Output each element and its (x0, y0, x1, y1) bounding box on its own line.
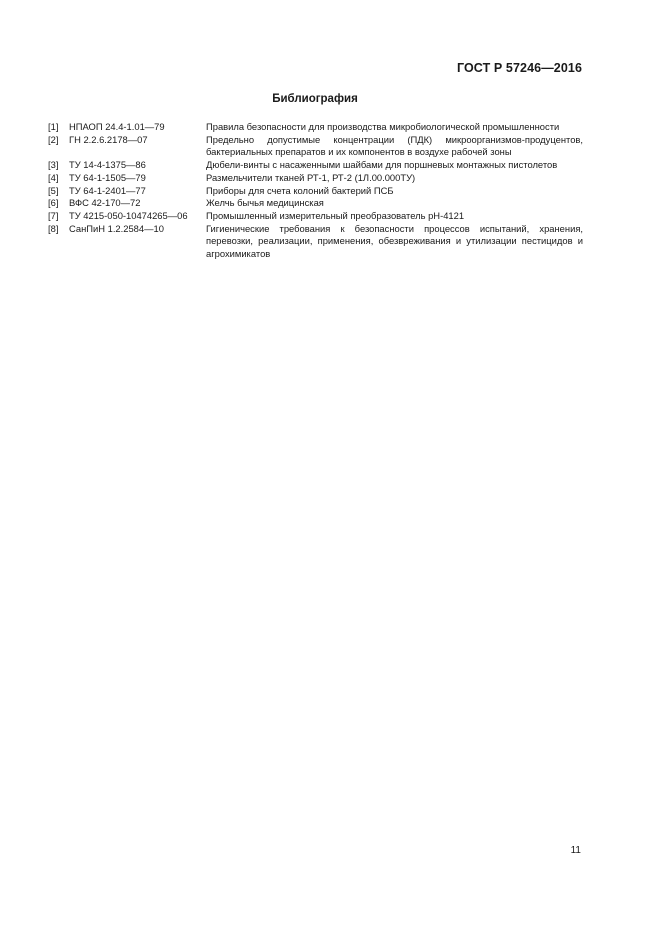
entry-title: Правила безопасности для производства микробиологической промышленности (206, 121, 560, 132)
document-code: ГОСТ Р 57246—2016 (456, 61, 582, 75)
bibliography-entry (48, 134, 583, 159)
bibliography-entry (48, 172, 583, 185)
entry-title: Гигиенические требования к безопасности процессов испытаний, хранения, перевозки, реализации, применения, обезвреживания и утилизации пестицидов и агрохимикатов (206, 222, 583, 260)
entry-number: [3] (48, 159, 59, 171)
entry-code: НПАОП 24.4-1.01—79 (69, 121, 165, 132)
entry-title: Размельчители тканей РТ-1, РТ-2 (1Л.00.000ТУ) (206, 171, 416, 183)
entry-title: Приборы для счета колоний бактерий ПСБ (206, 184, 394, 196)
entry-title: Желчь бычья медицинская (206, 197, 324, 209)
bibliography-entry (48, 223, 583, 261)
entry-code: ТУ 4215-050-10474265—06 (69, 209, 188, 221)
bibliography-entry (48, 210, 583, 223)
bibliography-heading: Библиография (272, 93, 358, 105)
entry-code: ГН 2.2.6.2178—07 (69, 133, 148, 145)
entry-code: ТУ 14-4-1375—86 (69, 159, 146, 171)
entry-title: Промышленный измерительный преобразователь рН-4121 (206, 209, 465, 221)
bibliography-entry (48, 121, 583, 134)
bibliography-entry (48, 159, 583, 172)
entry-number: [5] (48, 184, 59, 196)
bibliography-entry (48, 197, 583, 210)
bibliography-list (48, 121, 583, 261)
entry-number: [6] (48, 197, 59, 209)
page-number: 11 (570, 845, 581, 856)
entry-code: СанПиН 1.2.2584—10 (69, 222, 164, 234)
entry-code: ВФС 42-170—72 (69, 197, 141, 209)
entry-code: ТУ 64-1-2401—77 (69, 184, 146, 196)
entry-number: [4] (48, 171, 59, 183)
entry-title: Предельно допустимые концентрации (ПДК) микроорганизмов-продуцентов, бактериальных препаратов и их компонентов в воздухе рабочей зоны (206, 133, 583, 158)
bibliography-entry (48, 185, 583, 198)
entry-number: [2] (48, 133, 59, 145)
entry-number: [8] (48, 222, 59, 234)
entry-title: Дюбели-винты с насаженными шайбами для поршневых монтажных пистолетов (206, 159, 558, 171)
entry-number: [1] (48, 121, 59, 132)
entry-code: ТУ 64-1-1505—79 (69, 171, 146, 183)
entry-number: [7] (48, 209, 59, 221)
